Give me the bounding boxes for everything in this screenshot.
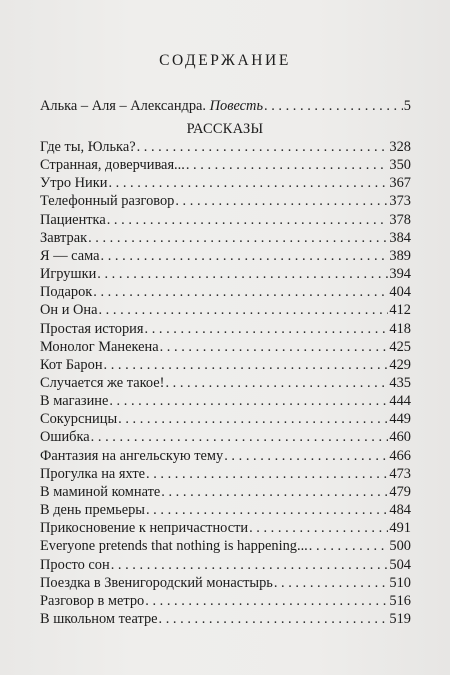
toc-leader-dots — [249, 519, 388, 537]
toc-entry-page: 466 — [389, 447, 411, 464]
toc-entry-title: Прикосновение к непричастности — [40, 520, 249, 537]
toc-leader-dots — [186, 156, 389, 174]
toc-entry — [40, 229, 411, 247]
toc-entry-title: В маминой комнате — [40, 483, 161, 500]
section-title: РАССКАЗЫ — [186, 121, 264, 137]
toc-entry — [40, 483, 411, 501]
toc-entry — [40, 338, 411, 356]
toc-leader-dots — [111, 556, 389, 574]
toc-entry — [40, 356, 411, 374]
toc-leader-dots — [118, 410, 388, 428]
toc-entry-title: Я — сама — [40, 247, 100, 264]
toc-entry-title: В магазине — [40, 393, 109, 410]
toc-entry-title: Everyone pretends that nothing is happening... — [40, 538, 308, 555]
toc-leader-dots — [109, 392, 388, 410]
toc-leader-dots — [97, 265, 388, 283]
toc-entry — [40, 410, 411, 428]
toc-leader-dots — [264, 97, 403, 115]
toc-entry — [40, 138, 411, 156]
toc-entry — [40, 392, 411, 410]
toc-entry-page: 412 — [389, 302, 411, 319]
toc-entry-page: 444 — [389, 393, 411, 410]
toc-entry — [40, 156, 411, 174]
toc-entry — [40, 374, 411, 392]
toc-entry-title: Монолог Манекена — [40, 338, 159, 355]
toc-leader-dots — [146, 501, 388, 519]
toc-leader-dots — [145, 592, 388, 610]
toc-leader-dots — [104, 356, 389, 374]
toc-entry-page: 510 — [389, 574, 411, 591]
toc-entry-title: Алька – Аля – Александра. Повесть — [40, 98, 264, 114]
toc-leader-dots — [160, 338, 389, 356]
toc-entry-title: Поездка в Звенигородский монастырь — [40, 574, 273, 591]
toc-leader-dots — [98, 301, 388, 319]
toc-entry — [40, 192, 411, 210]
toc-entry-page: 5 — [403, 98, 411, 114]
toc-entry-page: 473 — [389, 465, 411, 482]
toc-entry — [40, 301, 411, 319]
toc-leader-dots — [309, 537, 389, 555]
toc-entry-genre: Повесть — [209, 98, 264, 114]
toc-leader-dots — [175, 192, 388, 210]
toc-entry-title: Странная, доверчивая... — [40, 157, 185, 174]
toc-entry-page: 519 — [389, 610, 411, 627]
toc-entry — [40, 447, 411, 465]
toc-entry-title: Прогулка на яхте — [40, 465, 146, 482]
toc-entry-page: 389 — [389, 247, 411, 264]
toc-entry-page: 373 — [389, 193, 411, 210]
toc-entry-page: 418 — [389, 320, 411, 337]
toc-entry-novella — [40, 97, 411, 115]
toc-entry-page: 479 — [389, 483, 411, 500]
toc-leader-dots — [146, 465, 388, 483]
toc-entry-title: Разговор в метро — [40, 592, 145, 609]
toc-entry-page: 484 — [389, 502, 411, 518]
toc-entry — [40, 610, 411, 628]
toc-leader-dots — [274, 574, 389, 592]
toc-leader-dots — [145, 320, 389, 338]
toc-entry-page: 500 — [389, 538, 411, 555]
toc-entry-title: Утро Ники — [40, 175, 108, 192]
page-title: СОДЕРЖАНИЕ — [159, 52, 291, 69]
toc-entry — [40, 519, 411, 537]
toc-entry-page: 460 — [389, 429, 411, 446]
toc-entry — [40, 174, 411, 192]
toc-leader-dots — [224, 447, 388, 465]
toc-entry-title: Завтрак — [40, 229, 88, 246]
toc-leader-dots — [88, 229, 388, 247]
toc-leader-dots — [91, 428, 389, 446]
toc-entry-title: Подарок — [40, 284, 93, 301]
toc-leader-dots — [159, 610, 389, 628]
toc-entry — [40, 247, 411, 265]
toc-entry — [40, 265, 411, 283]
toc-entry-page: 504 — [389, 556, 411, 573]
toc-leader-dots — [93, 283, 388, 301]
toc-entry-title: В школьном театре — [40, 610, 158, 627]
toc-entry — [40, 465, 411, 483]
toc-entry — [40, 556, 411, 574]
toc-entry-title: Ошибка — [40, 429, 90, 446]
toc-entry-page: 516 — [389, 592, 411, 609]
toc-entry-title: Просто сон — [40, 556, 110, 573]
toc-entry-page: 384 — [389, 229, 411, 246]
toc-entry-page: 394 — [389, 266, 411, 282]
toc-entry-page: 367 — [389, 175, 411, 192]
toc-entry — [40, 537, 411, 555]
toc-entry-page: 429 — [389, 356, 411, 373]
toc-entry-page: 425 — [389, 338, 411, 355]
toc-entry-title: Кот Барон — [40, 356, 103, 373]
toc-entry-page: 435 — [389, 374, 411, 391]
toc-entry-title: Фантазия на ангельскую тему — [40, 447, 224, 464]
toc-entry-title: Сокурсницы — [40, 411, 118, 428]
toc-entry — [40, 574, 411, 592]
toc-entry-title: Игрушки — [40, 266, 97, 282]
toc-entry-page: 449 — [389, 411, 411, 428]
toc-entry — [40, 283, 411, 301]
toc-entry — [40, 501, 411, 519]
toc-entry — [40, 211, 411, 229]
toc-entry-title: Случается же такое! — [40, 374, 165, 391]
toc-leader-dots — [165, 374, 388, 392]
toc-entry-page: 404 — [389, 284, 411, 301]
toc-leader-dots — [161, 483, 388, 501]
toc-entry-title: В день премьеры — [40, 502, 145, 518]
toc-leader-dots — [101, 247, 389, 265]
toc-leader-dots — [108, 174, 388, 192]
toc-entry-page: 350 — [389, 157, 411, 174]
toc-leader-dots — [107, 211, 389, 229]
toc-entry — [40, 320, 411, 338]
toc-entry — [40, 428, 411, 446]
toc-entry-page: 378 — [389, 211, 411, 228]
toc-entry-title: Пациентка — [40, 211, 106, 228]
toc-leader-dots — [137, 138, 389, 156]
toc-entry — [40, 592, 411, 610]
toc-entry-title: Простая история — [40, 320, 144, 337]
toc-entry-page: 491 — [389, 520, 411, 537]
toc-entry-page: 328 — [389, 139, 411, 155]
toc-entry-title: Телефонный разговор — [40, 193, 175, 210]
toc-entry-title: Он и Она — [40, 302, 98, 319]
toc-entry-title: Где ты, Юлька? — [40, 139, 136, 155]
